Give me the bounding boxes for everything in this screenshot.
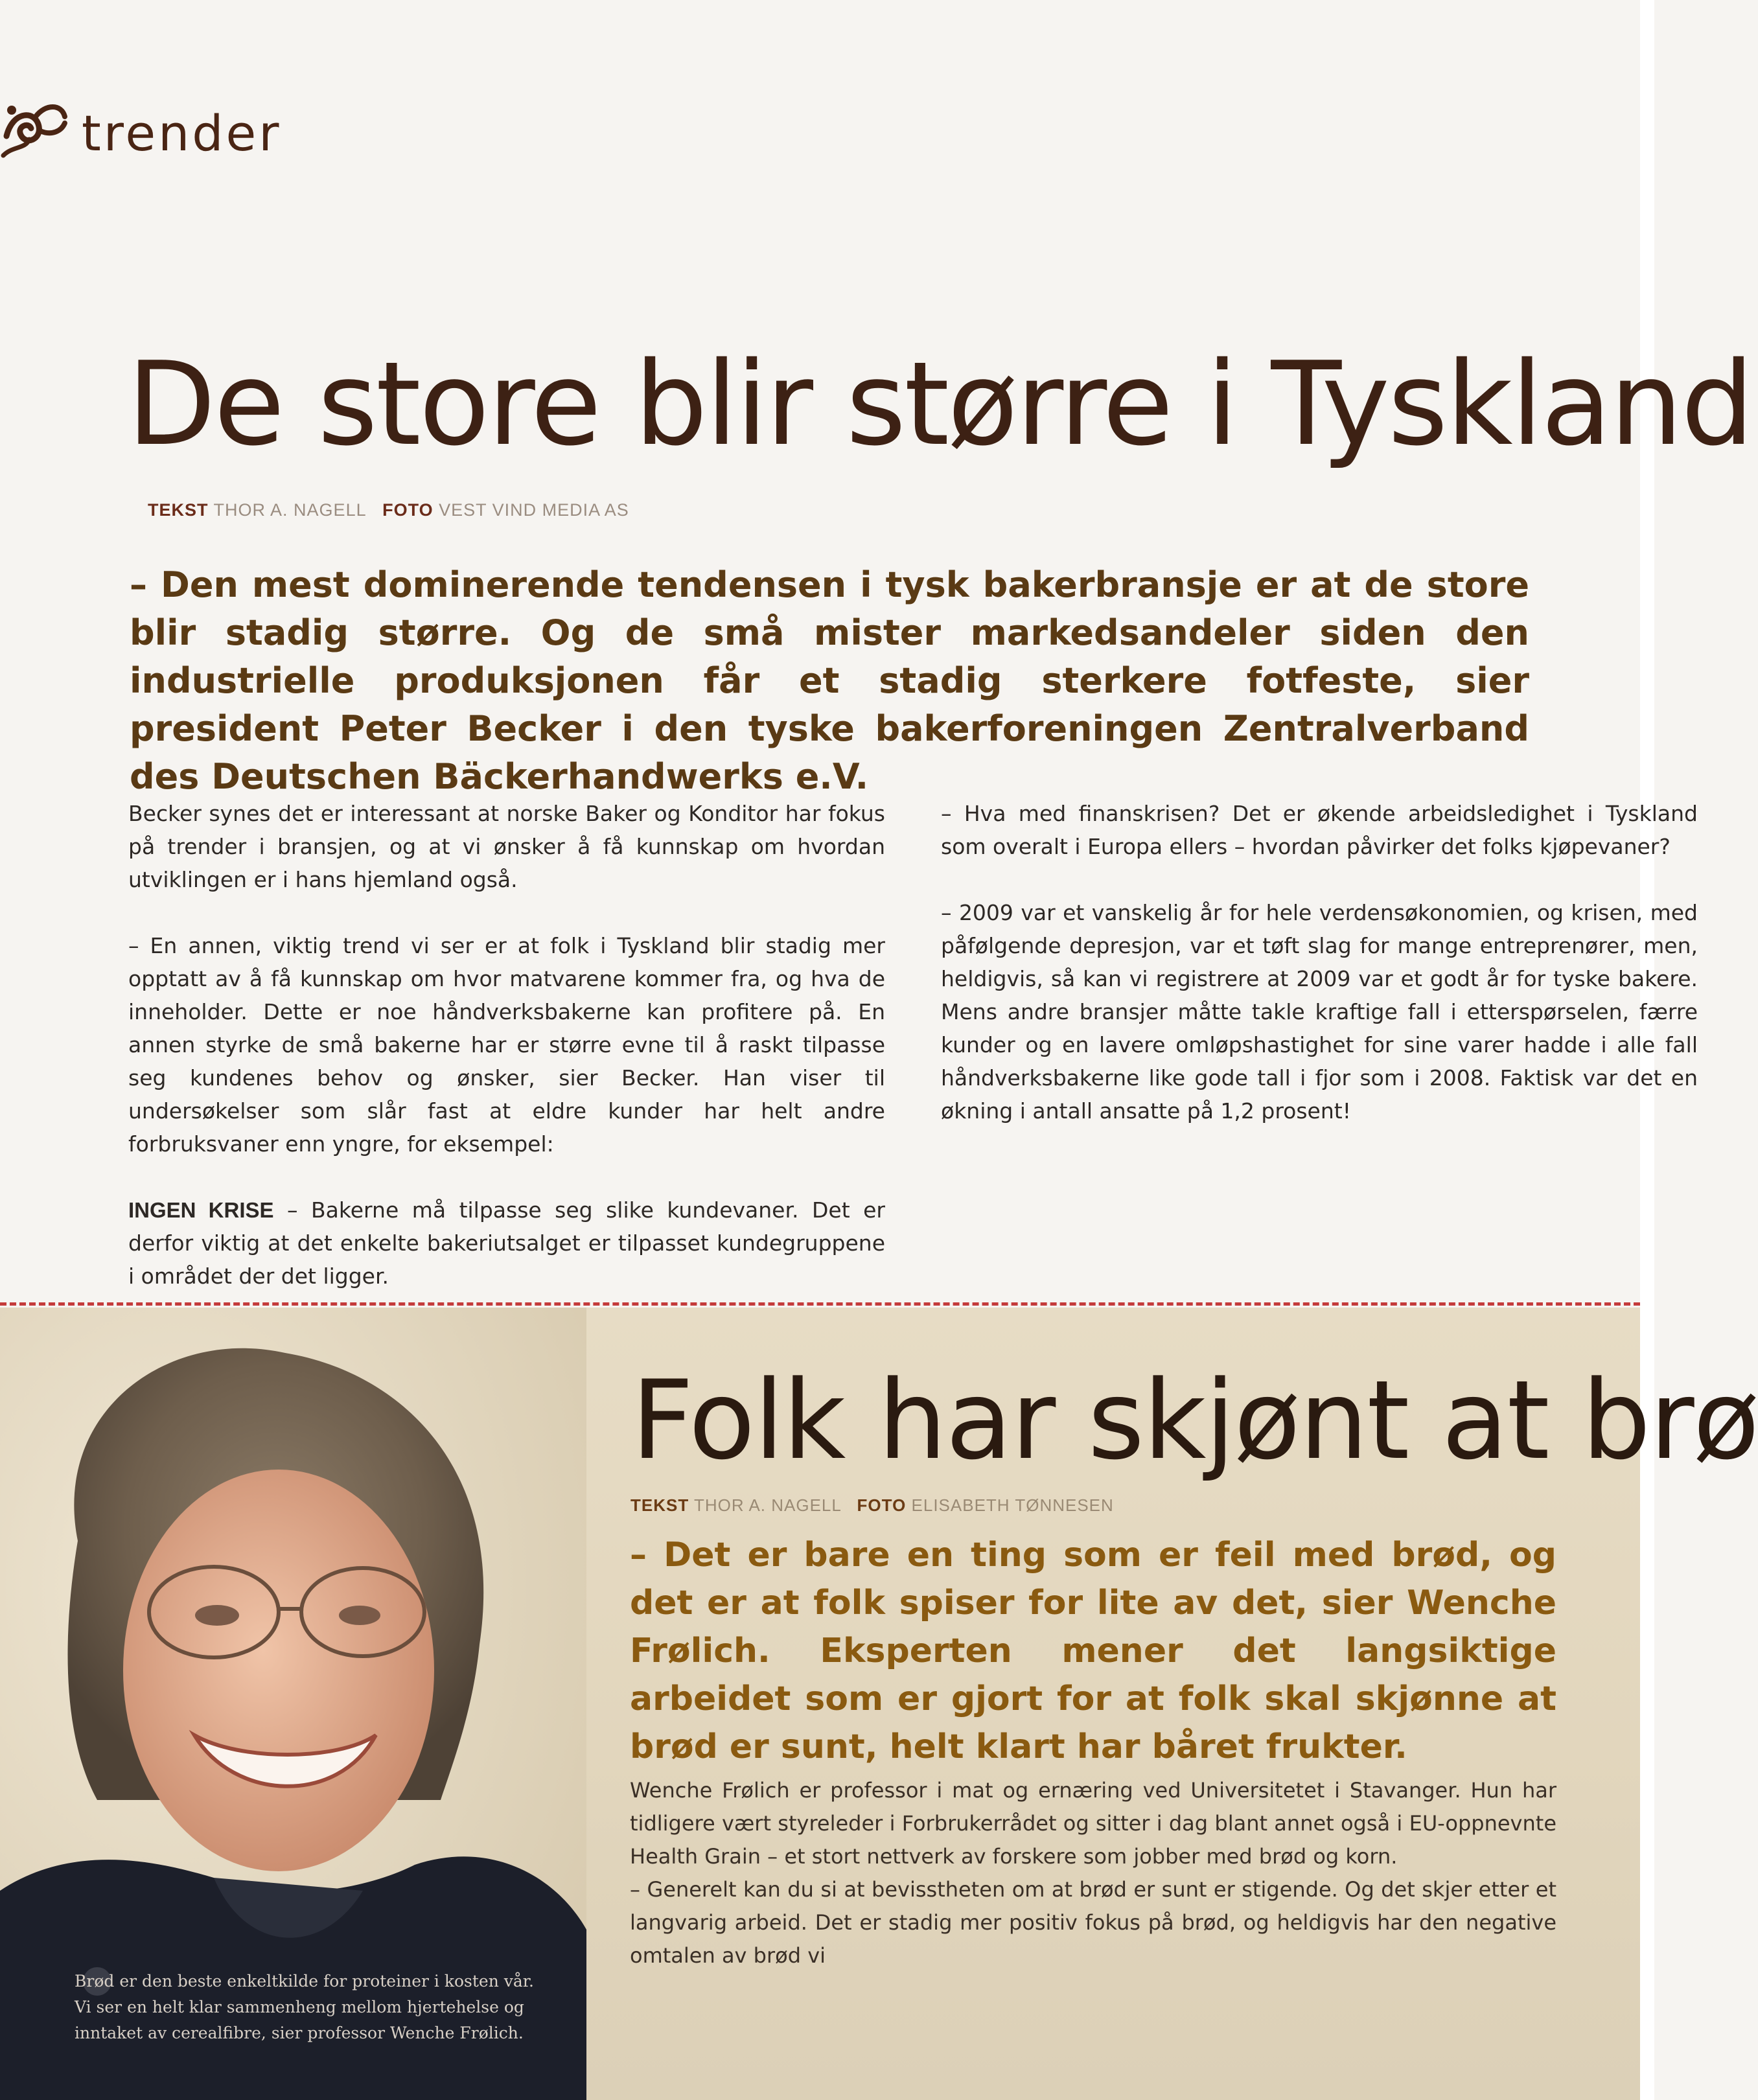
article-headline: De store blir større i Tyskland (127, 337, 1752, 471)
article-lead: – Den mest dominerende tendensen i tysk bakerbransje er at de store blir stadig større. Og de små mister markedsandeler siden den industrielle produksjonen får et stadig sterkere fotfeste, sier president Peter Becker i den tyske bakerforeningen Zentralverband des Deutschen Bäckerhandwerks e.V. (130, 564, 1529, 797)
paragraph: Wenche Frølich er professor i mat og ernæring ved Universitetet i Stavanger. Hun har tidligere vært styreleder i Forbrukerrådet og sitter i dag blant annet også i EU-oppnevnte Health Grain – et stort nettverk av forskere som jobber med brød og korn. (630, 1778, 1556, 1869)
photo-caption: Brød er den beste enkeltkilde for proteiner i kosten vår. Vi ser en helt klar sammenheng mellom hjertehelse og inntaket av cerealfibre, sier professor Wenche Frølich. (75, 1972, 534, 2042)
right-column (941, 797, 1698, 1160)
left-column (128, 797, 885, 1326)
feature-headline: Folk har skjønt at brø (631, 1357, 1758, 1484)
byline-photo-label: FOTO (857, 1495, 907, 1515)
feature-byline (630, 1495, 1114, 1516)
paragraph: – 2009 var et vanskelig år for hele verdensøkonomien, og krisen, med påfølgende depresjon, var et tøft slag for mange entreprenører, men, heldigvis, så kan vi registrere at 2009 var et godt år for tyske bakere. Mens andre bransjer måtte takle kraftige fall i etterspørselen, færre kunder og en lavere omløpshastighet for sine varer hadde i alle fall håndverksbakerne like gode tall i fjor som i 2008. Faktisk var det en økning i antall ansatte på 1,2 prosent! (941, 900, 1698, 1124)
byline-photo-author: VEST VIND MEDIA AS (439, 500, 629, 520)
byline-photo-label: FOTO (382, 500, 434, 520)
byline-text-author: THOR A. NAGELL (694, 1495, 841, 1515)
paragraph-text: – Bakerne må tilpasse seg slike kundevaner. Det er derfor viktig at det enkelte bakeriutsalget er tilpasset kundegruppene i området der det ligger. (128, 1197, 885, 1289)
feature-body (630, 1774, 1556, 1972)
byline-text-label: TEKST (630, 1495, 689, 1515)
subheading: INGEN KRISE (128, 1198, 274, 1222)
section-label: trender (82, 104, 282, 162)
paragraph: – En annen, viktig trend vi ser er at folk i Tyskland blir stadig mer opptatt av å få kunnskap om hvor matvarene kommer fra, og hva de inneholder. Dette er noe håndverksbakerne kan profitere på. En annen styrke de små bakerne har er større evne til å raskt tilpasse seg kundenes behov og ønsker, sier Becker. Han viser til undersøkelser som slår fast at eldre kunder har helt andre forbruksvaner enn yngre, for eksempel: (128, 933, 885, 1157)
feature-lead: – Det er bare en ting som er feil med brød, og det er at folk spiser for lite av det, sier Wenche Frølich. Eksperten mener det langsiktige arbeidet som er gjort for at folk skal skjønne at brød er sunt, helt klart har båret frukter. (630, 1536, 1556, 1766)
paragraph: – Hva med finanskrisen? Det er økende arbeidsledighet i Tyskland som overalt i Europa ellers – hvordan påvirker det folks kjøpevaner? (941, 801, 1698, 859)
article-byline (148, 500, 629, 520)
portrait-photo (0, 1308, 586, 2100)
byline-text-author: THOR A. NAGELL (213, 500, 366, 520)
section-divider (0, 1302, 1640, 1306)
paragraph: Becker synes det er interessant at norske Baker og Konditor har fokus på trender i bransjen, og at vi ønsker å få kunnskap om hvordan utviklingen er i hans hjemland også. (128, 801, 885, 892)
byline-text-label: TEKST (148, 500, 209, 520)
feature-section (0, 1308, 1758, 2100)
paragraph (128, 1194, 885, 1293)
paragraph: – Generelt kan du si at bevisstheten om at brød er sunt er stigende. Og det skjer etter et langvarig arbeid. Det er stadig mer positiv fokus på brød, og heldigvis har den negative omtalen av brød vi (630, 1877, 1556, 1968)
swirl-leaf-icon (0, 91, 71, 162)
byline-photo-author: ELISABETH TØNNESEN (911, 1495, 1114, 1515)
